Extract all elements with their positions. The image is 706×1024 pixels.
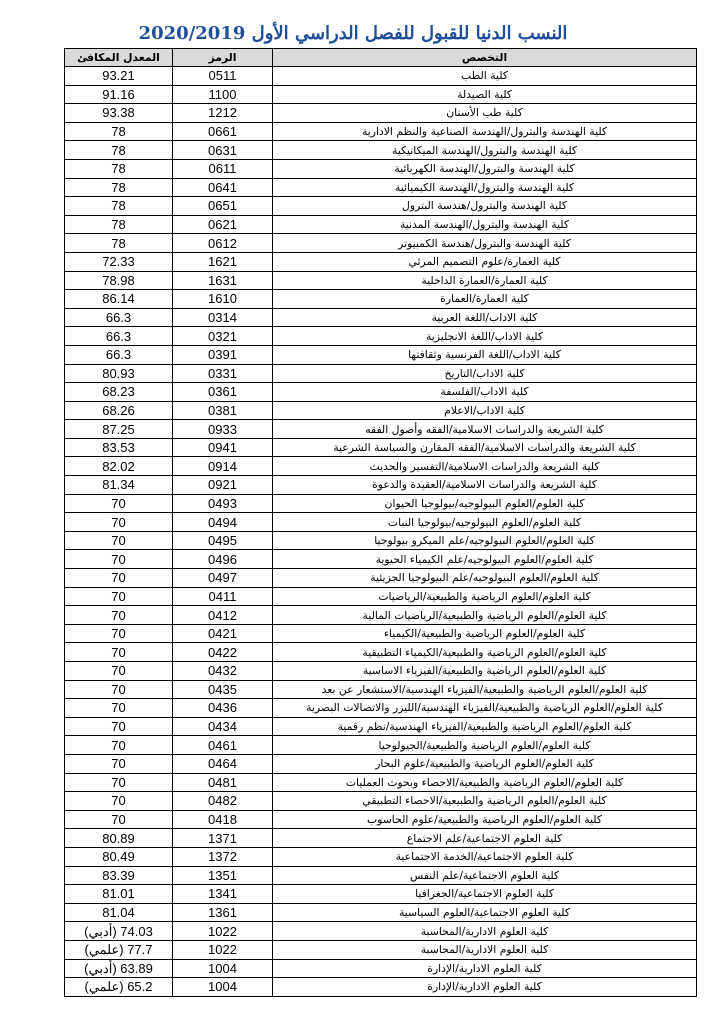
cell-average: 86.14 [65,290,173,309]
cell-code: 0381 [173,401,273,420]
cell-specialization: كلية العلوم الاجتماعية/العلوم السياسية [273,903,697,922]
cell-code: 0434 [173,717,273,736]
cell-average: 70 [65,624,173,643]
table-row [65,271,697,290]
cell-average: 70 [65,569,173,588]
table-row [65,978,697,997]
cell-code: 1361 [173,903,273,922]
cell-specialization: كلية العلوم/العلوم الرياضية والطبيعية/علوم البحار [273,754,697,773]
cell-specialization: كلية العمارة/العمارة [273,290,697,309]
cell-code: 1341 [173,885,273,904]
table-row [65,587,697,606]
cell-code: 0464 [173,754,273,773]
cell-average: 70 [65,736,173,755]
cell-average: 70 [65,754,173,773]
cell-code: 0621 [173,215,273,234]
table-row [65,234,697,253]
table-row [65,736,697,755]
cell-average: 93.21 [65,67,173,86]
cell-code: 0933 [173,420,273,439]
cell-average: 80.89 [65,829,173,848]
table-row [65,922,697,941]
cell-specialization: كلية الشريعة والدراسات الاسلامية/التفسير والحديث [273,457,697,476]
cell-specialization: كلية العلوم/العلوم البيولوجيه/بيولوجيا الحيوان [273,494,697,513]
cell-specialization: كلية العلوم الاجتماعية/علم النفس [273,866,697,885]
cell-specialization: كلية العلوم الاجتماعية/الخدمة الاجتماعية [273,847,697,866]
table-row [65,438,697,457]
cell-specialization: كلية العلوم الاجتماعية/الجغرافيا [273,885,697,904]
table-row [65,476,697,495]
cell-average: 78 [65,234,173,253]
cell-specialization: كلية العلوم/العلوم البيولوجيه/بيولوجيا النبات [273,513,697,532]
cell-code: 1372 [173,847,273,866]
table-row [65,345,697,364]
table-body [65,67,697,997]
cell-code: 0511 [173,67,273,86]
cell-code: 1004 [173,978,273,997]
cell-code: 0331 [173,364,273,383]
cell-code: 1371 [173,829,273,848]
cell-specialization: كلية الهندسة والبترول/الهندسة المدنية [273,215,697,234]
table-row [65,550,697,569]
cell-average: 70 [65,587,173,606]
cell-average: 81.34 [65,476,173,495]
cell-average: 70 [65,662,173,681]
cell-average: 66.3 [65,327,173,346]
cell-specialization: كلية الصيدلة [273,85,697,104]
cell-code: 1621 [173,252,273,271]
cell-specialization: كلية العلوم الادارية/المحاسبة [273,922,697,941]
cell-average: 80.93 [65,364,173,383]
table-row [65,383,697,402]
header-specialization: التخصص [273,49,697,67]
cell-specialization: كلية الهندسة والبترول/هندسة البترول [273,197,697,216]
table-row [65,773,697,792]
cell-average: 78 [65,215,173,234]
cell-average: 70 [65,550,173,569]
cell-average: 70 [65,513,173,532]
cell-specialization: كلية طب الأسنان [273,104,697,123]
table-row [65,754,697,773]
cell-specialization: كلية العلوم/العلوم الرياضية والطبيعية/الاحصاء وبحوث العمليات [273,773,697,792]
cell-average: 70 [65,699,173,718]
cell-code: 0418 [173,810,273,829]
cell-code: 0461 [173,736,273,755]
table-header-row [65,49,697,67]
table-row [65,829,697,848]
cell-code: 0612 [173,234,273,253]
cell-code: 0914 [173,457,273,476]
table-row [65,792,697,811]
table-row [65,606,697,625]
cell-specialization: كلية العلوم/العلوم الرياضية والطبيعية/الاحصاء التطبيقي [273,792,697,811]
cell-average: 81.04 [65,903,173,922]
cell-average: 78 [65,197,173,216]
cell-average: 70 [65,606,173,625]
cell-specialization: كلية العلوم/العلوم البيولوجيه/علم الميكرو بيولوجيا [273,531,697,550]
cell-code: 0631 [173,141,273,160]
cell-specialization: كلية الشريعة والدراسات الاسلامية/الفقه وأصول الفقه [273,420,697,439]
cell-code: 0391 [173,345,273,364]
cell-specialization: كلية العلوم/العلوم الرياضية والطبيعية/الكيمياء التطبيقية [273,643,697,662]
table-row [65,67,697,86]
cell-specialization: كلية العلوم/العلوم الرياضية والطبيعية/الكيمياء [273,624,697,643]
cell-specialization: كلية العلوم/العلوم الرياضية والطبيعية/الفيزياء الهندسية/الاستشعار عن بعد [273,680,697,699]
cell-average: 63.89 (أدبي) [65,959,173,978]
cell-code: 1004 [173,959,273,978]
cell-average: 82.02 [65,457,173,476]
cell-code: 1610 [173,290,273,309]
cell-average: 70 [65,680,173,699]
cell-specialization: كلية الهندسة والبترول/الهندسة الكهربائية [273,159,697,178]
cell-average: 70 [65,792,173,811]
cell-average: 80.49 [65,847,173,866]
cell-average: 78.98 [65,271,173,290]
cell-code: 0651 [173,197,273,216]
table-row [65,662,697,681]
cell-average: 81.01 [65,885,173,904]
cell-average: 70 [65,531,173,550]
table-row [65,624,697,643]
cell-average: 70 [65,643,173,662]
table-row [65,699,697,718]
cell-code: 0493 [173,494,273,513]
cell-code: 0314 [173,308,273,327]
cell-average: 68.26 [65,401,173,420]
cell-code: 0421 [173,624,273,643]
table-row [65,847,697,866]
table-row [65,159,697,178]
cell-average: 70 [65,717,173,736]
cell-average: 66.3 [65,345,173,364]
cell-code: 0436 [173,699,273,718]
cell-code: 1631 [173,271,273,290]
cell-code: 0432 [173,662,273,681]
table-row [65,290,697,309]
table-row [65,531,697,550]
cell-code: 0661 [173,122,273,141]
table-row [65,866,697,885]
cell-code: 0495 [173,531,273,550]
cell-average: 70 [65,773,173,792]
cell-specialization: كلية الشريعة والدراسات الاسلامية/الفقه المقارن والسياسة الشرعية [273,438,697,457]
cell-code: 0921 [173,476,273,495]
cell-specialization: كلية العلوم/العلوم الرياضية والطبيعية/الفيزياء الهندسية/الليزر والاتصالات البصرية [273,699,697,718]
table-row [65,327,697,346]
cell-specialization: كلية العلوم الادارية/الإدارة [273,978,697,997]
table-row [65,141,697,160]
cell-specialization: كلية الهندسة والبترول/الهندسة الصناعية والنظم الادارية [273,122,697,141]
cell-code: 1212 [173,104,273,123]
cell-average: 72.33 [65,252,173,271]
cell-specialization: كلية الاداب/الاعلام [273,401,697,420]
cell-specialization: كلية العلوم/العلوم البيولوجيه/علم الكيمياء الحيوية [273,550,697,569]
cell-average: 78 [65,122,173,141]
table-row [65,513,697,532]
cell-average: 70 [65,494,173,513]
cell-average: 78 [65,159,173,178]
table-row [65,717,697,736]
cell-specialization: كلية الهندسة والبترول/الهندسة الكيميائية [273,178,697,197]
cell-specialization: كلية الشريعة والدراسات الاسلامية/العقيدة والدعوة [273,476,697,495]
cell-average: 83.53 [65,438,173,457]
table-row [65,903,697,922]
cell-average: 83.39 [65,866,173,885]
cell-average: 78 [65,141,173,160]
cell-specialization: كلية العمارة/العمارة الداخلية [273,271,697,290]
cell-code: 1100 [173,85,273,104]
table-row [65,810,697,829]
cell-average: 77.7 (علمي) [65,940,173,959]
table-row [65,643,697,662]
cell-code: 0411 [173,587,273,606]
cell-specialization: كلية العلوم الاجتماعية/علم الاجتماع [273,829,697,848]
cell-average: 93.38 [65,104,173,123]
cell-code: 0435 [173,680,273,699]
table-row [65,420,697,439]
cell-specialization: كلية الطب [273,67,697,86]
cell-average: 68.23 [65,383,173,402]
cell-code: 0611 [173,159,273,178]
cell-specialization: كلية العلوم/العلوم الرياضية والطبيعية/علوم الحاسوب [273,810,697,829]
cell-code: 0361 [173,383,273,402]
cell-code: 1022 [173,940,273,959]
admission-table [64,48,697,997]
cell-specialization: كلية الاداب/الفلسفة [273,383,697,402]
cell-specialization: كلية العلوم/العلوم الرياضية والطبيعية/الفيزياء الهندسية/نظم رقمية [273,717,697,736]
cell-average: 74.03 (أدبي) [65,922,173,941]
cell-average: 91.16 [65,85,173,104]
table-row [65,178,697,197]
cell-specialization: كلية العلوم/العلوم الرياضية والطبيعية/الفيزياء الاساسية [273,662,697,681]
cell-average: 65.2 (علمي) [65,978,173,997]
cell-code: 0482 [173,792,273,811]
cell-specialization: كلية الاداب/اللغة الفرنسية وثقافتها [273,345,697,364]
cell-average: 70 [65,810,173,829]
cell-code: 0481 [173,773,273,792]
table-row [65,215,697,234]
cell-specialization: كلية العلوم/العلوم البيولوجيه/علم البيولوجيا الجزيئية [273,569,697,588]
table-row [65,680,697,699]
cell-average: 66.3 [65,308,173,327]
cell-code: 0422 [173,643,273,662]
table-row [65,85,697,104]
cell-code: 0412 [173,606,273,625]
cell-specialization: كلية الهندسة والبترول/هندسة الكمبيوتر [273,234,697,253]
table-row [65,252,697,271]
cell-code: 0321 [173,327,273,346]
cell-specialization: كلية الاداب/اللغة الانجليزية [273,327,697,346]
cell-specialization: كلية الاداب/اللغة العربية [273,308,697,327]
cell-code: 0497 [173,569,273,588]
cell-code: 0496 [173,550,273,569]
cell-specialization: كلية العلوم/العلوم الرياضية والطبيعية/الرياضيات [273,587,697,606]
cell-specialization: كلية العلوم/العلوم الرياضية والطبيعية/الرياضيات المالية [273,606,697,625]
table-row [65,197,697,216]
cell-average: 87.25 [65,420,173,439]
table-row [65,308,697,327]
table-row [65,885,697,904]
table-row [65,494,697,513]
cell-average: 78 [65,178,173,197]
table-row [65,569,697,588]
cell-specialization: كلية الاداب/التاريخ [273,364,697,383]
cell-specialization: كلية العلوم/العلوم الرياضية والطبيعية/الجيولوجيا [273,736,697,755]
table-row [65,457,697,476]
table-row [65,122,697,141]
cell-code: 0494 [173,513,273,532]
table-row [65,940,697,959]
cell-specialization: كلية العلوم الادارية/الإدارة [273,959,697,978]
page-title: النسب الدنيا للقبول للفصل الدراسي الأول 2020/2019 [138,23,568,44]
cell-specialization: كلية العمارة/علوم التصميم المرئي [273,252,697,271]
table-row [65,959,697,978]
cell-specialization: كلية العلوم الادارية/المحاسبة [273,940,697,959]
cell-code: 0641 [173,178,273,197]
header-average: المعدل المكافئ [65,49,173,67]
cell-specialization: كلية الهندسة والبترول/الهندسة الميكانيكية [273,141,697,160]
header-code: الرمز [173,49,273,67]
table-row [65,364,697,383]
cell-code: 1351 [173,866,273,885]
cell-code: 0941 [173,438,273,457]
table-row [65,104,697,123]
cell-code: 1022 [173,922,273,941]
table-row [65,401,697,420]
